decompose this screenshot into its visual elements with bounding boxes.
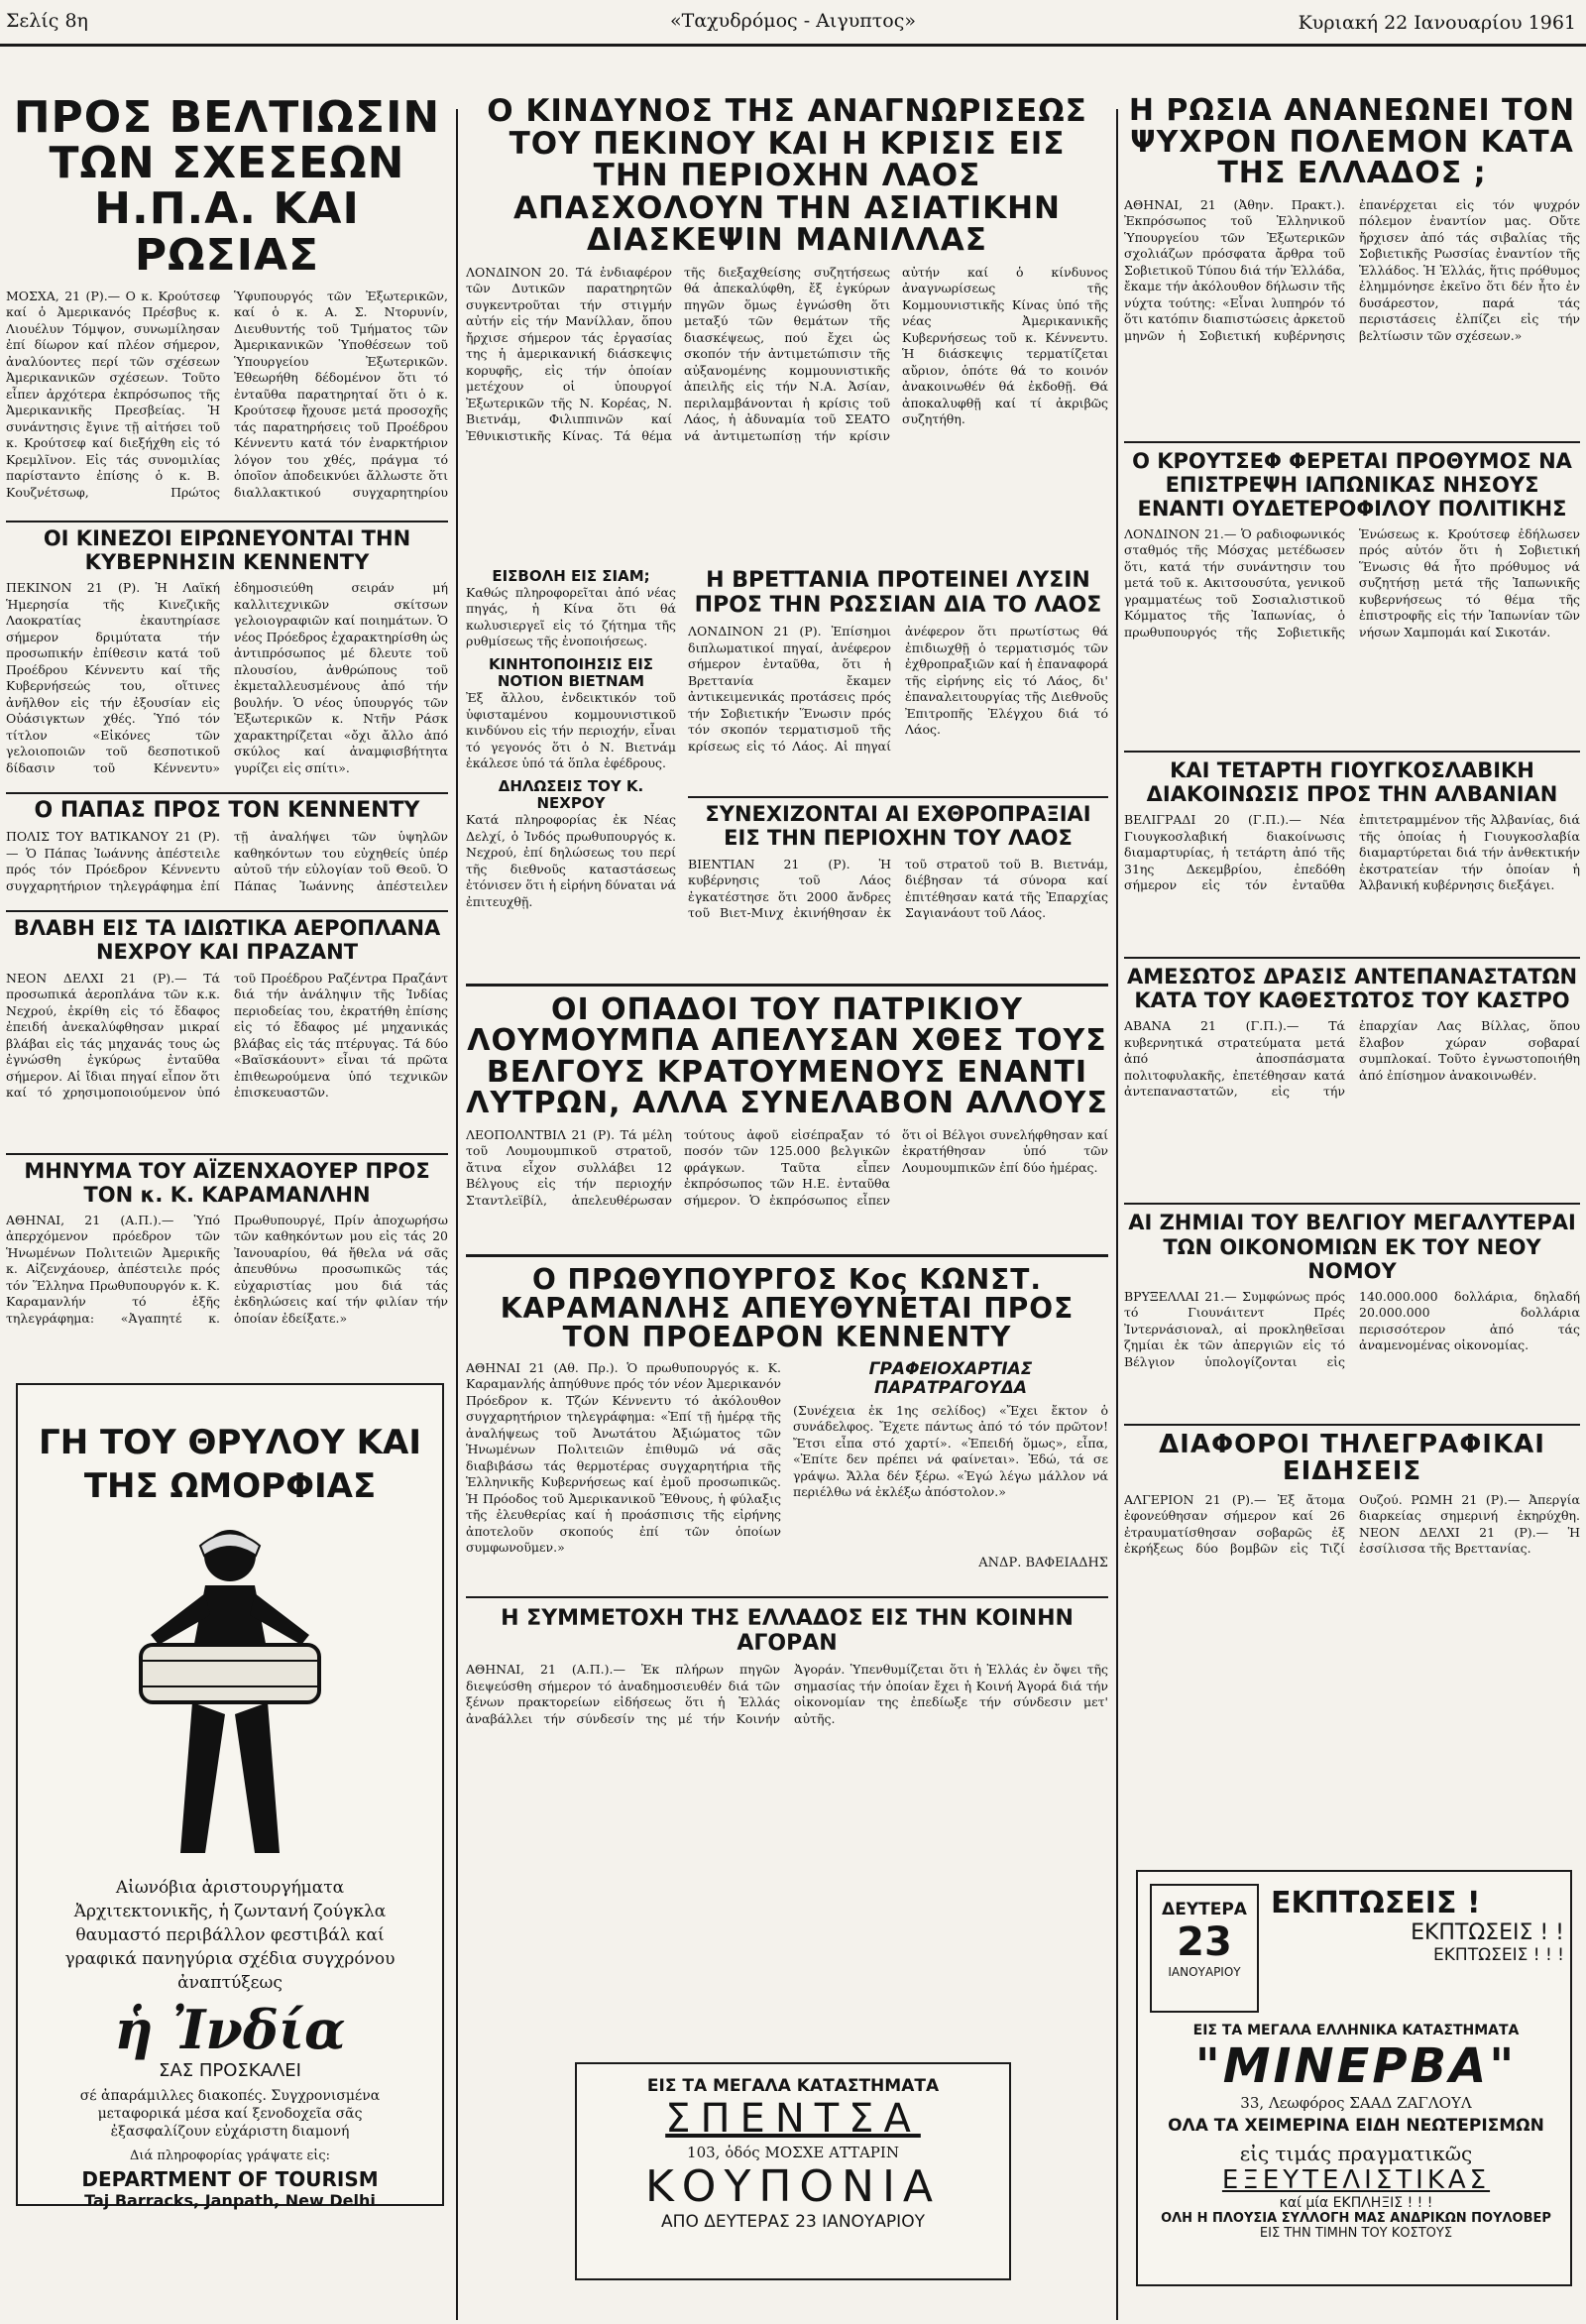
headline-eisenhower: ΜΗΝΥΜΑ ΤΟΥ ΑΪΖΕΝΧΑΟΥΕΡ ΠΡΟΣ ΤΟΝ κ. Κ. ΚΑΡΑΜΑΝΛΗΝ	[24, 1158, 430, 1207]
article-pope	[6, 829, 448, 906]
article-body: ΑΒΑΝΑ 21 (Γ.Π.).— Τά κυβερνητικά στρατεύματα μετά ἀπό ἀποσπάσματα πολιτοφυλακῆς, ἐπετέθησαν κατά ἀντεπαναστατῶν, εἰς τήν ἐπαρχίαν Λας Βίλλας, ὅπου ἔλαβον χώραν σοβαραί συμπλοκαί. Τοῦτο ἐγνωστοποιήθη ἀπό ἐπίσημον ἀνακοινωθέν.	[1124, 1018, 1580, 1100]
headline-peking: Ο ΚΙΝΔΥΝΟΣ ΤΗΣ ΑΝΑΓΝΩΡΙΣΕΩΣ ΤΟΥ ΠΕΚΙΝΟΥ ΚΑΙ Η ΚΡΙΣΙΣ ΕΙΣ ΤΗΝ ΠΕΡΙΟΧΗΝ ΛΑΟΣ ΑΠΑΣΧΟΛΟΥΝ ΤΗΝ ΑΣΙΑΤΙΚΗΝ ΔΙΑΣΚΕΨΙΝ ΜΑΝΙΛΛΑΣ	[487, 93, 1087, 259]
article-eisenhower	[6, 1213, 448, 1397]
article-us-russia	[6, 289, 448, 517]
ad-spentsa-title: ΕΙΣ ΤΑ ΜΕΓΑΛΑ ΚΑΤΑΣΤΗΜΑΤΑ	[646, 2076, 940, 2096]
headline-yugoslavia: ΚΑΙ ΤΕΤΑΡΤΗ ΓΙΟΥΓΚΟΣΛΑΒΙΚΗ ΔΙΑΚΟΙΝΩΣΙΣ ΠΡΟΣ ΤΗΝ ΑΛΒΑΝΙΑΝ	[1146, 757, 1558, 807]
article-body: Κατά πληροφορίας ἐκ Νέας Δελχί, ὁ Ἰνδός πρωθυπουργός κ. Νεχρού, ἐπί δηλώσεως του περί τῆς διεθνοῦς καταστάσεως ἐτόνισεν ὅτι ἡ εἰρήνη δύναται νά ἐπιτευχθῇ.	[466, 812, 676, 909]
article-body: ΑΘΗΝΑΙ, 21 (Α.Π.).— Ἐκ πλήρων πηγῶν διεψεύσθη σήμερον τό ἀναδημοσιευθέν διά τῶν ξένων πρακτορείων εἰδήσεως ὅτι ἡ Ἑλλάς ἀναβάλλει τήν σύνδεσίν της μέ τήν Κοινήν Ἀγοράν. Ὑπενθυμίζεται ὅτι ἡ Ἑλλάς ἐν ὄψει τῆς σημασίας τήν ὁποίαν ἔχει ἡ Κοινή Ἀγορά διά τήν οἰκονομίαν της ἐπεδίωξε τήν σύνδεσιν μετ' αὐτῆς.	[466, 1662, 1108, 1726]
ad-minerva-prices: εἰς τιμάς πραγματικῶς	[1239, 2142, 1473, 2165]
article-yugoslavia	[1124, 812, 1580, 951]
article-body: ΛΟΝΔΙΝΟΝ 21.— Ὁ ραδιοφωνικός σταθμός τῆς Μόσχας μετέδωσεν ὅτι, κατά τήν συνάντησιν του μετά τοῦ κ. Ακιτσουσύτα, γενικοῦ γραμματέως τοῦ Σοσιαλιστικοῦ Κόμματος τῆς Ἰαπωνίας, ὁ πρωθυπουργός τῆς Σοβιετικῆς Ἑνώσεως κ. Κρούτσεφ ἐδήλωσεν πρός αὐτόν ὅτι ἡ Σοβιετική Ἕνωσις θά ἦτο πρόθυμος νά συζητήσῃ μετά τῆς Ἰαπωνικῆς κυβερνήσεως τό θέμα τῆς ἐπιστροφῆς εἰς τήν Ἰαπωνίαν τῶν νήσων Χαμπομάι καί Σικοτάν.	[1124, 525, 1580, 639]
ad-minerva-sales-1: ΕΚΠΤΩΣΕΙΣ !	[1271, 1886, 1481, 1920]
article-body: ΛΟΝΔΙΝΟΝ 20. Τά ἐνδιαφέρον τῶν Δυτικῶν παρατηρητῶν συγκεντροῦται τήν στιγμήν αὐτήν εἰς τήν Μανίλλαν, ὅπου ἤρχισε σήμερον τάς ἐργασίας της ἡ ἀμερικανική διάσκεψις κορυφῆς, εἰς τήν ὁποίαν μετέχουν οἱ ὑπουργοί Ἐξωτερικῶν τῆς Ν. Κορέας, Ν. Βιετνάμ, Φιλιππινῶν καί Ἐθνικιστικῆς Κίνας. Τά θέμα τῆς διεξαχθείσης συζητήσεως θά ἀπεκαλύφθη, ἔξ ἐγκύρων πηγῶν ὅμως ἐγνώσθη ὅτι μεταξύ τῶν θεμάτων τῆς διασκέψεως, πού ἔχει ὡς σκοπόν τήν ἀντιμετώπισιν τῆς αὐξανομένης κομμουνιστικῆς ἀπειλῆς εἰς τήν Ν.Α. Ἀσίαν, περιλαμβάνονται ἡ κρίσις τοῦ Λάος, ἡ ἀδυναμία τοῦ ΣΕΑΤΟ νά ἀντιμετωπίσῃ τήν κρίσιν αὐτήν καί ὁ κίνδυνος ἀναγνωρίσεως τῆς Κομμουνιστικῆς Κίνας ὑπό τῆς νέας Ἀμερικανικῆς Κυβερνήσεως τοῦ κ. Κέννεντυ. Ἡ διάσκεψις τερματίζεται αὔριον, ὁπότε θά το κοινόν ἀνακοινωθέν θά ἐκδοθῇ. Θά ἀποκαλυφθῇ καί τί ἀκριβῶς συζητήθη.	[466, 264, 1108, 443]
ad-spentsa-date: ΑΠΟ ΔΕΥΤΕΡΑΣ 23 ΙΑΝΟΥΑΡΙΟΥ	[661, 2212, 925, 2232]
ad-minerva	[1136, 1870, 1572, 2286]
headline-pope: Ο ΠΑΠΑΣ ΠΡΟΣ ΤΟΝ ΚΕΝΝΕΝΤΥ	[34, 798, 420, 824]
ad-spentsa	[575, 2062, 1011, 2280]
article-body: ΜΟΣΧΑ, 21 (Ρ).— Ο κ. Κρούτσεφ καί ὁ Ἀμερικανός Πρέσβυς κ. Λιουέλυν Τόμψον, συνωμίλησαν ἐπί δίωρον καί πλέον σήμερον, ἀναλύοντες περί τῶν σχέσεων Ἀμερικανικῶν σχέσεων. Τοῦτο εἶπεν ἀρχότερα ἐκπρόσωπος τῆς Ἀμερικανικῆς Πρεσβείας. Ἡ συνάντησις ἔγινε τῇ αἰτήσει τοῦ κ. Κρούτσεφ καί διεξήχθη εἰς τό Κρεμλῖνον. Εἰς τάς συνομιλίας παρίσταντο ἐπίσης ὁ κ. Β. Κουζνέτσωφ, Πρώτος Ὑφυπουργός τῶν Ἐξωτερικῶν, καί ὁ κ. Α. Σ. Ντορυνίν, Διευθυντής τοῦ Τμήματος τῶν Ἀμερικανικῶν Ὑποθέσεων τοῦ Ὑπουργείου Ἐξωτερικῶν. Ἐθεωρήθη δέδομένον ὅτι τό ἐνταῦθα παρατηρηταί ὅτι ὁ κ. Κρούτσεφ ἤχουσε μετά προσοχῆς τάς παρατηρήσεις τοῦ Προέδρου Κέννεντυ κατά τόν ἐναρκτήριον λόγον του χθές, πράγμα τό ὁποῖον ἀποδεικνύει ἄλλωστε ὅτι διαλλακτικού συγχαρητηρίου	[6, 288, 448, 500]
headline-us-russia: ΠΡΟΣ ΒΕΛΤΙΩΣΙΝ ΤΩΝ ΣΧΕΣΕΩΝ Η.Π.Α. ΚΑΙ ΡΩΣΙΑΣ	[13, 92, 441, 281]
subhead-nehru: ΔΗΛΩΣΕΙΣ ΤΟΥ Κ. ΝΕΧΡΟΥ	[498, 776, 644, 813]
masthead	[0, 0, 1586, 46]
article-body: ΠΕΚΙΝΟΝ 21 (Ρ). Ἡ Λαϊκή Ἡμερησία τῆς Κινεζικῆς Λαοκρατίας ἐκαυτηρίασε σήμερον δριμύτατα τήν προσωπικήν ἐπίθεσιν κατά τοῦ Προέδρου Κέννεντυ καί τῆς Κυβερνήσεώς του, οἵτινες ἀνῆλθον εἰς τήν ἐξουσίαν εἰς Οὐάσιγκτων χθές. Ὑπό τόν τίτλον «Εἰκόνες τῶν γελοιοποιῶν τοῦ δεσποτικοῦ δίδασιν τοῦ Κέννεντυ» ἐδημοσιεύθη σειράν μή καλλιτεχνικῶν σκίτσων γελοιογραφιῶν καί ποιημάτων. Ὁ νέος Πρόεδρος ἐχαρακτηρίσθη ὡς ἀντιπρόσωπος μέ δλευτε τοῦ πλουσίου, ἀνθρώπους τοῦ ἐκμεταλλευσμένους ἀπό τήν βουλήν. Ὁ νέος ὑπουργός τῶν Ἐξωτερικῶν κ. Ντῆν Ράσκ χαρακτηρίζεται «ὄχι ἄλλο ἀπό σκύλος καί ἀναμφισβήτητα γυρίζει εἰς σπίτι».	[6, 580, 448, 775]
ad-india-invite: ΣΑΣ ΠΡΟΣΚΑΛΕΙ	[159, 2059, 301, 2081]
article-body: ΑΘΗΝΑΙ, 21 (Ἀθην. Πρακτ.). Ἐκπρόσωπος τοῦ Ἑλληνικοῦ Ὑπουργείου τῶν Ἐξωτερικῶν σχολιάζων πρόσφατα ἄρθρα τοῦ Σοβιετικοῦ Τύπου διά τήν Ἑλλάδα, ἔκαμε τήν ἀκόλουθον δήλωσιν τῆς νύχτα τούτης: «Εἶναι λυπηρόν τό ὅτι κατόπιν διαπιστώσεις ἀρκετοῦ μηνῶν ἡ Σοβιετική κυβέρνησις ἐπανέρχεται εἰς τόν ψυχρόν πόλεμον ἐναντίον μας. Οὔτε ἤρχισεν ἀπό τάς σιβαλίας τῆς Σοβιετικῆς Ρωσσίας ἐναντίον τῆς Ἑλλάδος. Ἡ Ἑλλάς, ἥτις πρόθυμος ἐλημμόνησε ἐκεῖνο ὅτι δέν ἦτο ἐν δυσάρεστον, παρά τάς περιστάσεις ἐλπίζει εἰς τήν βελτίωσιν τῶν σχέσεων.»	[1124, 196, 1580, 343]
ad-minerva-name: "ΜΙΝΕΡΒΑ"	[1194, 2038, 1518, 2094]
issue-date: Κυριακή 22 Ιανουαρίου 1961	[1298, 12, 1576, 34]
article-body: ΛΟΝΔΙΝΟΝ 21 (Ρ). Ἐπίσημοι διπλωματικοί πηγαί, ἀνέφερον σήμερον ἐνταῦθα, ὅτι ἡ Βρεττανία ἔκαμεν ἀντικειμενικάς προτάσεις πρός τήν Σοβιετικήν Ἕνωσιν πρός τόν σκοπόν τερματισμοῦ τῆς κρίσεως εἰς τό Λάος. Αἱ πηγαί ἀνέφερον ὅτι πρωτίστως θά ἐπιδιωχθῇ ὁ τερματισμός τῶν ἐχθροπραξιῶν καί ἡ ἐπαναφορά τῆς εἰρήνης εἰς τό Λάος, δι' ἐπαναλειτουργίας τῆς Διεθνοῦς Ἐπιτροπῆς Ἐλέγχου διά τό Λάος.	[688, 624, 1108, 754]
subhead-siam: ΕΙΣΒΟΛΗ ΕΙΣ ΣΙΑΜ;	[492, 566, 650, 585]
paper-name: «Ταχυδρόμος - Αιγυπτος»	[670, 10, 916, 32]
ad-minerva-surprise: καί μία ΕΚΠΛΗΞΙΣ ! ! !	[1279, 2195, 1433, 2211]
article-body: ΒΙΕΝΤΙΑΝ 21 (Ρ). Ἡ κυβέρνησις τοῦ Λάος ἐγκατέστησε ὅτι 2000 ἄνδρες τοῦ Βιετ-Μινχ ἐκινήθησαν ἐκ τοῦ στρατοῦ τοῦ Β. Βιετνάμ, διέβησαν τά σύνορα καί ἐπιτέθησαν κατά τῆς Ἐπαρχίας Σαγιανάουτ τοῦ Λάος.	[688, 856, 1108, 921]
ad-minerva-sales-2: ΕΚΠΤΩΣΕΙΣ ! !	[1411, 1920, 1564, 1945]
headline-belgium: ΑΙ ΖΗΜΙΑΙ ΤΟΥ ΒΕΛΓΙΟΥ ΜΕΓΑΛΥΤΕΡΑΙ ΤΩΝ ΟΙΚΟΝΟΜΙΩΝ ΕΚ ΤΟΥ ΝΕΟΥ ΝΟΜΟΥ	[1128, 1211, 1576, 1283]
sidebar-siam	[466, 568, 676, 976]
article-body: ΒΡΥΞΕΛΛΑΙ 21.— Συμφώνως πρός τό Γιουνάιτεντ Πρές Ἰντερνάσιοναλ, αἱ προκληθεῖσαι ζημίαι ἐκ τῶν ἀπεργιῶν εἰς τό Βέλγιον ὑπολογίζονται εἰς 140.000.000 δολλάρια, δηλαδή 20.000.000 δολλάρια περισσότερον ἀπό τάς ἀναμενομένας οἰκονομίας.	[1124, 1288, 1580, 1369]
article-telegraph	[1124, 1492, 1580, 1641]
headline-lumumba: ΟΙ ΟΠΑΔΟΙ ΤΟΥ ΠΑΤΡΙΚΙΟΥ ΛΟΥΜΟΥΜΠΑ ΑΠΕΛΥΣΑΝ ΧΘΕΣ ΤΟΥΣ ΒΕΛΓΟΥΣ ΚΡΑΤΟΥΜΕΝΟΥΣ ΕΝΑΝΤΙ ΛΥΤΡΩΝ, ΑΛΛΑ ΣΥΝΕΛΑΒΟΝ ΑΛΛΟΥΣ	[466, 991, 1108, 1121]
column-paratragouda	[793, 1360, 1108, 1588]
ad-minerva-daynum: 23	[1177, 1919, 1232, 1965]
article-body: ΝΕΟΝ ΔΕΛΧΙ 21 (Ρ).— Τά προσωπικά ἀεροπλάνα τῶν κ.κ. Νεχρού, ἐκρίθη εἰς τό ἔδαφος ἐπειδή ἀνεκαλύφθησαν μικραί βλάβαι εἰς τάς μηχανάς τους ὡς ἐγνώσθη ἐγκύρως ἐνταῦθα σήμερον. Αἱ ἴδιαι πηγαί εἶπον ὅτι καί τό χρησιμοποιούμενον ὑπό τοῦ Προέδρου Ραζέντρα Πραζάντ διά τήν ἀνάληψιν τῆς Ἰνδίας περιοδείας του, ἐκρατήθη ἐπίσης εἰς τό ἔδαφος μέ μηχανικάς βλάβας εἰς τάς πτέρυγας. Τά δύο «Βαϊσκάουντ» εἶναι τά πρῶτα ἐπιθεωρούμενα ὑπό τεχνικῶν ἐπισκευαστῶν.	[6, 970, 448, 1101]
ad-minerva-datebox	[1150, 1884, 1259, 2013]
article-chinese	[6, 580, 448, 788]
masthead-rule	[0, 44, 1586, 47]
article-laos-fighting	[688, 857, 1108, 976]
article-body: ΑΘΗΝΑΙ 21 (Αθ. Πρ.). Ὁ πρωθυπουργός κ. Κ. Καραμανλής ἀπηύθυνε πρός τόν νέον Ἀμερικανόν Πρόεδρον κ. Τζών Κέννεντυ τό ἀκόλουθον συγχαρητήριον τηλεγράφημα: «Ἐπί τῇ ἡμέρᾳ τῆς ἀναλήψεως τοῦ Ἀνωτάτου Ἀξιώματος τῶν Ἡνωμένων Πολιτειῶν ἐπιθυμῶ νά σᾶς διαβιβάσω τάς θερμοτέρας συγχαρητήρια τῆς Ἑλληνικῆς Κυβερνήσεως καί ἐμοῦ προσωπικῶς. Ἡ Πρόοδος τοῦ Ἀμερικανικοῦ Ἔθνους, ἡ φύλαξις τῆς ἐλευθερίας καί ἡ προάσπισις τῆς εἰρήνης ἀποτελοῦν σκοπούς ἐπί τῶν ὁποίων συμφωνοῦμεν.»	[466, 1359, 781, 1556]
ad-india-title: ΓΗ ΤΟΥ ΘΡΥΛΟΥ ΚΑΙ ΤΗΣ ΩΜΟΡΦΙΑΣ	[39, 1423, 421, 1507]
headline-planes: ΒΛΑΒΗ ΕΙΣ ΤΑ ΙΔΙΩΤΙΚΑ ΑΕΡΟΠΛΑΝΑ ΝΕΧΡΟΥ ΚΑΙ ΠΡΑΖΑΝΤ	[13, 916, 441, 965]
article-body: ΒΕΛΙΓΡΑΔΙ 20 (Γ.Π.).— Νέα Γιουγκοσλαβική διακοίνωσις διαμαρτυρίας, ἡ τετάρτη ἀπό τῆς 31ης Δεκεμβρίου, ἐπεδόθη σήμερον εἰς τόν ἐνταῦθα ἐπιτετραμμένον τῆς Ἀλβανίας, διά τῆς ὁποίας ἡ Γιουγκοσλαβία διαμαρτύρεται διά τήν ἀνθεκτικήν ἐκστρατείαν τήν ὁποίαν ἡ Ἀλβανική κυβέρνησις διεξάγει.	[1124, 812, 1580, 893]
headline-telegraph: ΔΙΑΦΟΡΟΙ ΤΗΛΕΓΡΑΦΙΚΑΙ ΕΙΔΗΣΕΙΣ	[1159, 1429, 1545, 1487]
headline-common-market: Η ΣΥΜΜΕΤΟΧΗ ΤΗΣ ΕΛΛΑΔΟΣ ΕΙΣ ΤΗΝ ΚΟΙΝΗΝ ΑΓΟΡΑΝ	[501, 1605, 1074, 1657]
ad-minerva-sales-3: ΕΚΠΤΩΣΕΙΣ ! ! !	[1433, 1945, 1564, 1965]
article-castro	[1124, 1018, 1580, 1197]
article-body: Καθώς πληροφορεῖται ἀπό νέας πηγάς, ἡ Κίνα ὅτι θά κωλυσιεργεῖ εἰς τό ζήτημα τῆς ρυθμίσεως τῆς ἐνοποιήσεως.	[466, 584, 676, 649]
ad-minerva-day: ΔΕΥΤΕΡΑ	[1162, 1900, 1247, 1919]
article-khrushchev-japan	[1124, 526, 1580, 745]
page-number: Σελίς 8η	[6, 10, 88, 32]
column-middle	[466, 95, 1108, 1810]
article-russia-greece	[1124, 197, 1580, 435]
ad-minerva-exc: ΕΞΕΥΤΕΛΙΣΤΙΚΑΣ	[1221, 2165, 1491, 2195]
headline-chinese: ΟΙ ΚΙΝΕΖΟΙ ΕΙΡΩΝΕΥΟΝΤΑΙ ΤΗΝ ΚΥΒΕΡΝΗΣΙΝ ΚΕΝΝΕΝΤΥ	[43, 525, 411, 574]
article-body: ΛΕΟΠΟΛΝΤΒΙΛ 21 (Ρ). Τά μέλη τοῦ Λουμουμπικοῦ στρατοῦ, ἄτινα εἶχον συλλάβει 12 Βέλγους εἰς τήν περιοχήν Σταντλεϊβίλ, ἀπελευθέρωσαν τούτους ἀφοῦ εἰσέπραξαν τό ποσόν τῶν 125.000 βελγικῶν φράγκων. Ταῦτα εἶπεν ἐκπρόσωπος τῶν Η.Ε. ἐνταῦθα σήμερον. Ὁ ἐκπρόσωπος εἶπεν ὅτι οἱ Βέλγοι συνελήφθησαν καί ἐκρατήθησαν ὑπό τῶν Λουμουμπικῶν ἐπί δύο ἡμέρας.	[466, 1126, 1108, 1208]
ad-india	[16, 1383, 444, 2211]
article-body: ΑΘΗΝΑΙ, 21 (Α.Π.).— Ὑπό ἀπερχόμενον πρόεδρον τῶν Ἡνωμένων Πολιτειῶν Ἀμερικῆς κ. Αἰζενχάουερ, ἀπέστειλε πρός τόν Ἕλληνα Πρωθυπουργόν κ. Κ. Καραμανλήν τό ἑξῆς τηλεγράφημα: «Ἀγαπητέ κ. Πρωθυπουργέ, Πρίν ἀποχωρήσω τῶν καθηκόντων μου εἰς τάς 20 Ἰανουαρίου, θά ἤθελα νά σᾶς ἀπευθύνω προσωπικῶς τάς εὐχαριστίας μου διά τάς ἐκδηλώσεις καί τήν φιλίαν τήν ὁποίαν ἐδείξατε.»	[6, 1212, 448, 1326]
headline-karamanlis: Ο ΠΡΩΘΥΠΟΥΡΓΟΣ Κος ΚΩΝΣΤ. ΚΑΡΑΜΑΝΛΗΣ ΑΠΕΥΘΥΝΕΤΑΙ ΠΡΟΣ ΤΟΝ ΠΡΟΕΔΡΟΝ ΚΕΝΝΕΝΤΥ	[500, 1262, 1075, 1354]
article-body: ΑΛΓΕΡΙΟΝ 21 (Ρ).— Ἐξ ἄτομα ἐφονεύθησαν σήμερον καί 26 ἐτραυματίσθησαν σοβαρῶς ἐξ ἐκρήξεως δύο βομβῶν εἰς Τιζί Ουζού. ΡΩΜΗ 21 (Ρ).— Ἀπεργία διαρκείας σημερινή ἐκηρύχθη. ΝΕΟΝ ΔΕΛΧΙ 21 (Ρ).— Ἡ ἐσσίλισσα τῆς Βρεττανίας.	[1124, 1491, 1580, 1556]
ad-india-body: Αἰωνόβια ἀριστουργήματα Ἀρχιτεκτονικῆς, ἡ ζωντανή ζούγκλα θαυμαστό περιβάλλον φεστιβάλ καί γραφικά πανηγύρια σχέδια συγχρόνου ἀναπτύξεως	[64, 1878, 396, 1993]
headline-russia-greece: Η ΡΩΣΙΑ ΑΝΑΝΕΩΝΕΙ ΤΟΝ ΨΥΧΡΟΝ ΠΟΛΕΜΟΝ ΚΑΤΑ ΤΗΣ ΕΛΛΑΔΟΣ ;	[1128, 93, 1576, 190]
article-peking	[466, 265, 1108, 562]
article-belgium	[1124, 1289, 1580, 1418]
ad-minerva-winter: ΟΛΑ ΤΑ ΧΕΙΜΕΡΙΝΑ ΕΙΔΗ ΝΕΩΤΕΡΙΣΜΩΝ	[1168, 2116, 1544, 2136]
ad-india-dept: DEPARTMENT OF TOURISM	[81, 2167, 379, 2192]
ad-spentsa-address: 103, ὁδός ΜΟΣΧΕ ΑΤΤΑΡΙΝ	[687, 2144, 899, 2161]
column-left	[6, 92, 448, 1397]
ad-india-brand: ἡ Ἰνδία	[114, 1998, 346, 2062]
headline-paratragouda: ΓΡΑΦΕΙΟΧΑΡΤΙΑΣ ΠΑΡΑΤΡΑΓΟΥΔΑ	[868, 1358, 1033, 1399]
headline-laos-fighting: ΣΥΝΕΧΙΖΟΝΤΑΙ ΑΙ ΕΧΘΡΟΠΡΑΞΙΑΙ ΕΙΣ ΤΗΝ ΠΕΡΙΟΧΗΝ ΤΟΥ ΛΑΟΣ	[705, 802, 1091, 851]
article-lumumba	[466, 1127, 1108, 1246]
ad-minerva-month: ΙΑΝΟΥΑΡΙΟΥ	[1168, 1965, 1241, 1979]
article-britain-laos	[688, 624, 1108, 792]
ad-minerva-collection: ΟΛΗ Η ΠΛΟΥΣΙΑ ΣΥΛΛΟΓΗ ΜΑΣ ΑΝΔΡΙΚΩΝ ΠΟΥΛΟΒΕΡ	[1161, 2211, 1551, 2226]
subhead-vietnam: ΚΙΝΗΤΟΠΟΙΗΣΙΣ ΕΙΣ ΝΟΤΙΟΝ ΒΙΕΤΝΑΜ	[488, 654, 654, 691]
ad-minerva-store: ΕΙΣ ΤΑ ΜΕΓΑΛΑ ΕΛΛΗΝΙΚΑ ΚΑΤΑΣΤΗΜΑΤΑ	[1192, 2023, 1520, 2038]
ad-spentsa-name: ΣΠΕΝΤΣΑ	[665, 2096, 921, 2142]
headline-britain-laos: Η ΒΡΕΤΤΑΝΙΑ ΠΡΟΤΕΙΝΕΙ ΛΥΣΙΝ ΠΡΟΣ ΤΗΝ ΡΩΣΣΙΑΝ ΔΙΑ ΤΟ ΛΑΟΣ	[694, 567, 1102, 619]
ad-india-small: σέ ἀπαράμιλλες διακοπές. Συγχρονισμένα μεταφορικά μέσα καί ξενοδοχεῖα σᾶς ἐξασφαλίζουν εὐχάριστη διαμονή	[79, 2087, 381, 2141]
ad-minerva-sales	[1271, 1886, 1564, 1965]
article-body: ΠΟΛΙΣ ΤΟΥ ΒΑΤΙΚΑΝΟΥ 21 (Ρ).— Ὁ Πάπας Ἰωάννης ἀπέστειλε πρός τόν Πρόεδρον Κέννεντυ συγχαρητήριον τηλεγράφημα ἐπί τῇ ἀναλήψει τῶν ὑψηλῶν καθηκόντων του εὐχηθείς ὑπέρ αὐτοῦ τήν εὐλογίαν τοῦ Θεοῦ. Ὁ Πάπας Ἰωάννης ἀπέστειλεν	[6, 829, 448, 893]
article-common-market	[466, 1662, 1108, 1810]
article-karamanlis	[466, 1360, 781, 1588]
column-right	[1124, 95, 1580, 1641]
column-divider	[456, 109, 458, 2320]
article-body: (Συνέχεια ἐκ 1ης σελίδος) «Ἔχει ἔκτον ὁ συνάδελφος. Ἔχετε πάντως ἀπό τό τόν πρῶτον! Ἔτσι εἶπα στό χαρτί». «Ἐπειδή ὅμως», εἶπα, «Ἐπίτε δεν πρέπει νά φαίνεται». Ἐδώ, τά σε γράψω. Ἄλλα δέν ξέρω. «Ἐγώ λέγω μάλλον νά περιέλθω νά ἐκλέξω ἀπόστολον.»	[793, 1402, 1108, 1500]
column-divider	[1116, 109, 1118, 2320]
ad-india-contact: Διά πληροφορίας γράψατε εἰς:	[129, 2149, 330, 2164]
ad-spentsa-coupons: ΚΟΥΠΟΝΙΑ	[644, 2161, 942, 2212]
ad-minerva-cost: ΕΙΣ ΤΗΝ ΤΙΜΗΝ ΤΟΥ ΚΟΣΤΟΥΣ	[1259, 2226, 1453, 2241]
author-signature: ΑΝΔΡ. ΒΑΦΕΙΑΔΗΣ	[978, 1555, 1108, 1570]
dancer-illustration	[81, 1516, 379, 1873]
article-body: Ἐξ ἄλλου, ἐνδεικτικόν τοῦ ὑφισταμένου κομμουνιστικοῦ κινδύνου εἰς τήν περιοχήν, εἶναι τό γεγονός ὅτι ὁ Ν. Βιετνάμ ἐκάλεσε ὑπό τά ὅπλα ἐφέδρους.	[466, 690, 676, 771]
article-planes	[6, 971, 448, 1149]
ad-minerva-address: 33, Λεωφόρος ΣΑΑΔ ΖΑΓΛΟΥΛ	[1240, 2094, 1472, 2112]
headline-khrushchev-japan: Ο ΚΡΟΥΤΣΕΦ ΦΕΡΕΤΑΙ ΠΡΟΘΥΜΟΣ ΝΑ ΕΠΙΣΤΡΕΨΗ ΙΑΠΩΝΙΚΑΣ ΝΗΣΟΥΣ ΕΝΑΝΤΙ ΟΥΔΕΤΕΡΟΦΙΛΟΥ ΠΟΛΙΤΙΚΗΣ	[1132, 448, 1572, 521]
headline-castro: ΑΜΕΣΩΤΟΣ ΔΡΑΣΙΣ ΑΝΤΕΠΑΝΑΣΤΑΤΩΝ ΚΑΤΑ ΤΟΥ ΚΑΘΕΣΤΩΤΟΣ ΤΟΥ ΚΑΣΤΡΟ	[1126, 965, 1578, 1013]
ad-india-address: Taj Barracks, Janpath, New Delhi	[84, 2191, 376, 2211]
